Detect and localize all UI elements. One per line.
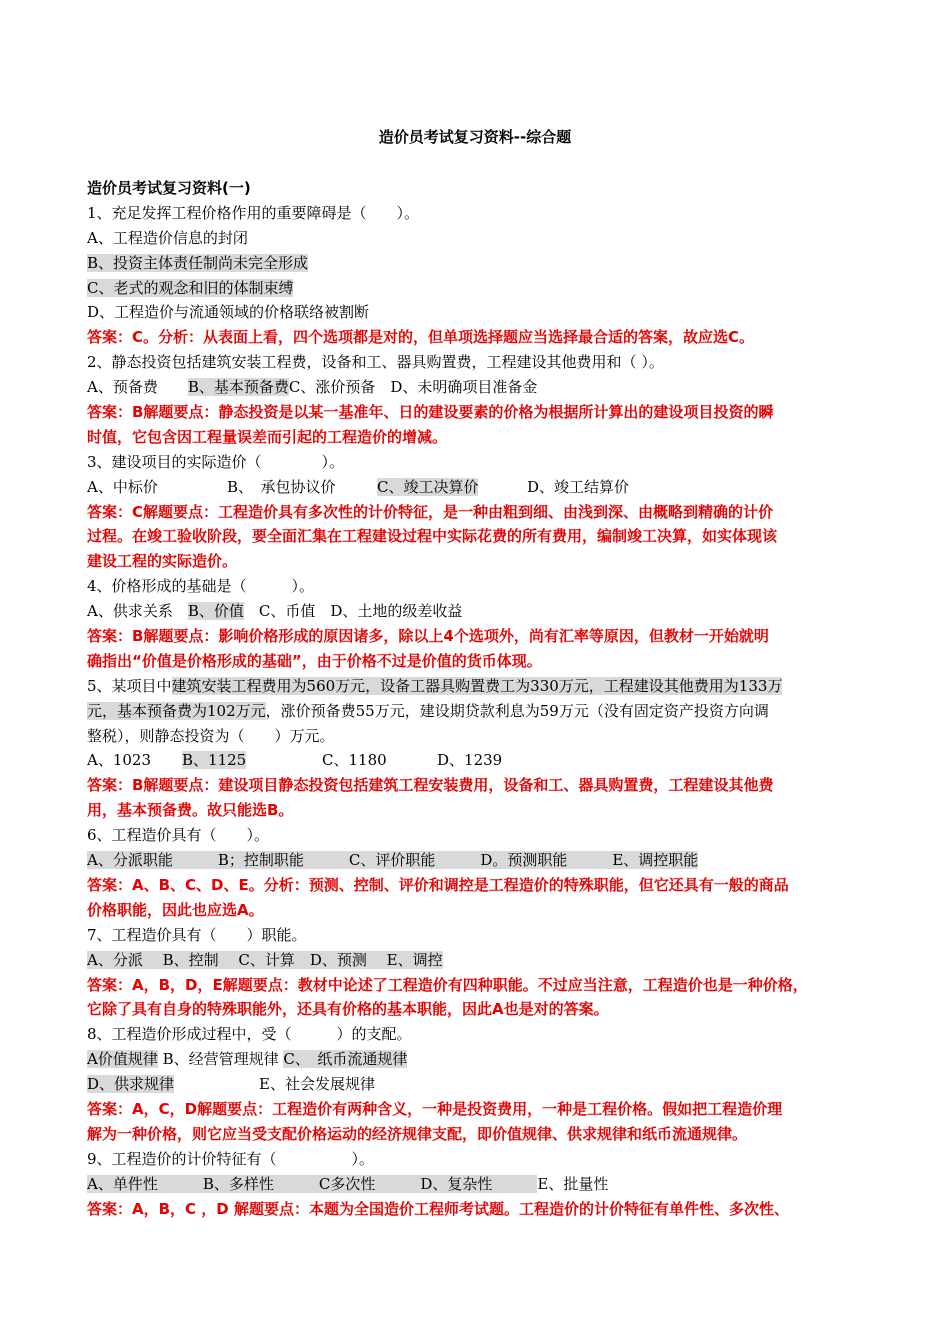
question-8-options-line-1 [87, 1047, 877, 1072]
options-rest: C、涨价预备 D、未明确项目准备金 [288, 378, 538, 397]
option-d: D、1239 [437, 751, 503, 770]
stem-highlight: 建筑安装工程费用为560万元，设备工器具购置费工为330万元，工程建设其他费用为133万 [171, 676, 783, 695]
option-e: E、社会发展规律 [259, 1075, 375, 1094]
question-2-stem: 2、静态投资包括建筑安装工程费，设备和工、器具购置费，工程建设其他费用和（ ）。 [87, 353, 664, 372]
question-7-options [87, 948, 877, 973]
option-d-highlight: D、供求规律 [87, 1075, 175, 1094]
question-4-stem: 4、价格形成的基础是（ ）。 [87, 577, 315, 596]
option-a: A、供求关系 [87, 602, 188, 621]
question-3-answer-line-2: 过程。在竣工验收阶段，要全面汇集在工程建设过程中实际花费的所有费用，编制竣工决算，如实体现该 [87, 527, 778, 546]
question-9-answer-line-1: 答案：A，B，C ，D 解题要点：本题为全国造价工程师考试题。工程造价的计价特征有单件性、多次性、 [87, 1199, 789, 1218]
option-b-highlight: B、价值 [187, 602, 244, 621]
option-c-highlight: C、 纸币流通规律 [283, 1050, 408, 1069]
question-4-answer-line-2: 确指出“价值是价格形成的基础”，由于价格不过是价值的货币体现。 [87, 651, 542, 670]
option-a: A、1023 [87, 751, 152, 770]
question-6-answer-line-2: 价格职能，因此也应选A。 [87, 900, 264, 919]
options-highlight: A、分派职能 B；控制职能 C、评价职能 D。预测职能 E、调控职能 [87, 851, 699, 870]
question-8-answer-line-2: 解为一种价格，则它应当受支配价格运动的经济规律支配，即价值规律、供求规律和纸币流通规律。 [87, 1124, 748, 1143]
question-1-option-b [87, 251, 877, 276]
document-title: 造价员考试复习资料--综合题 [378, 128, 572, 146]
option-b-highlight: B、基本预备费 [187, 378, 289, 397]
highlight: B、投资主体责任制尚未完全形成 [87, 253, 309, 272]
option-a-highlight: A价值规律 [87, 1050, 158, 1069]
question-6-stem: 6、工程造价具有（ ）。 [87, 826, 270, 845]
question-7-stem: 7、工程造价具有（ ）职能。 [87, 925, 307, 944]
stem-prefix: 5、某项目中 [87, 676, 172, 695]
option-d: D、竣工结算价 [527, 477, 630, 496]
options-highlight: A、分派 B、控制 C、计算 D、预测 E、调控 [87, 950, 443, 969]
question-4-answer-line-1: 答案：B解题要点：影响价格形成的原因诸多，除以上4个选项外，尚有汇率等原因，但教材一开始就明 [87, 627, 769, 646]
option-d-wrap [87, 1072, 259, 1097]
question-9-options [87, 1172, 877, 1197]
question-4-options [87, 599, 877, 624]
option-c: C、1180 [322, 751, 387, 770]
stem-rest: ，涨价预备费55万元，建设期贷款利息为59万元（没有固定资产投资方向调 [265, 701, 769, 720]
option-c-wrap [377, 475, 527, 500]
question-3-stem: 3、建设项目的实际造价（ ）。 [87, 452, 345, 471]
option-b-highlight: B、1125 [182, 751, 247, 770]
question-1-option-a: A、工程造价信息的封闭 [87, 228, 248, 247]
question-6-answer-line-1: 答案：A、B、C、D、E。分析：预测、控制、评价和调控是工程造价的特殊职能，但它还具有一般的商品 [87, 875, 789, 894]
question-3-options [87, 475, 877, 500]
question-5-stem-line-1 [87, 674, 877, 699]
option-a: A、预备费 [87, 378, 188, 397]
option-b: B、 承包协议价 [227, 477, 336, 496]
question-8-options-line-2 [87, 1072, 877, 1097]
option-b: B、经营管理规律 [157, 1050, 284, 1069]
question-7-answer-line-2: 它除了具有自身的特殊职能外，还具有价格的基本职能，因此A也是对的答案。 [87, 1000, 609, 1019]
question-2-answer-line-1: 答案：B解题要点：静态投资是以某一基准年、日的建设要素的价格为根据所计算出的建设项目投资的瞬 [87, 403, 774, 422]
question-1-answer: 答案：C。分析：从表面上看，四个选项都是对的，但单项选择题应当选择最合适的答案，故应选C。 [87, 328, 755, 347]
document-body [87, 176, 877, 1221]
question-3-answer-line-1: 答案：C解题要点：工程造价具有多次性的计价特征，是一种由粗到细、由浅到深、由概略到精确的计价 [87, 502, 774, 521]
question-1-option-c [87, 276, 877, 301]
question-1-stem: 1、充足发挥工程价格作用的重要障碍是（ ）。 [87, 203, 420, 222]
question-6-options [87, 848, 877, 873]
question-7-answer-line-1: 答案：A，B，D，E解题要点：教材中论述了工程造价有四种职能。不过应当注意，工程造价也是一种价格， [87, 975, 808, 994]
question-3-answer-line-3: 建设工程的实际造价。 [87, 552, 238, 571]
options-rest: C、币值 D、土地的级差收益 [258, 602, 463, 621]
question-8-stem: 8、工程造价形成过程中，受（ ）的支配。 [87, 1025, 412, 1044]
option-e: E、批量性 [537, 1174, 609, 1193]
question-5-options [87, 748, 877, 773]
option-c-highlight: C、竣工决算价 [377, 477, 479, 496]
question-2-options [87, 375, 877, 400]
question-8-answer-line-1: 答案：A，C，D解题要点：工程造价有两种含义，一种是投资费用，一种是工程价格。假如把工程造价理 [87, 1099, 783, 1118]
question-5-answer-line-2: 用，基本预备费。故只能选B。 [87, 801, 294, 820]
question-2-answer-line-2: 时值，它包含因工程量误差而引起的工程造价的增减。 [87, 427, 448, 446]
question-5-answer-line-1: 答案：B解题要点：建设项目静态投资包括建筑工程安装费用，设备和工、器具购置费，工程建设其他费 [87, 776, 774, 795]
question-9-stem: 9、工程造价的计价特征有（ ）。 [87, 1149, 375, 1168]
stem-highlight: 元，基本预备费为102万元 [87, 701, 266, 720]
question-1-option-d: D、工程造价与流通领域的价格联络被割断 [87, 303, 370, 322]
highlight: C、老式的观念和旧的体制束缚 [87, 278, 294, 297]
option-a: A、中标价 [87, 477, 158, 496]
question-5-stem-line-3: 整税），则静态投资为（ ）万元。 [87, 726, 335, 745]
option-b-wrap [182, 748, 322, 773]
question-5-stem-line-2 [87, 699, 877, 724]
options-highlight: A、单件性 B、多样性 C多次性 D、复杂性 [87, 1174, 538, 1193]
section-heading: 造价员考试复习资料(一) [87, 179, 251, 197]
